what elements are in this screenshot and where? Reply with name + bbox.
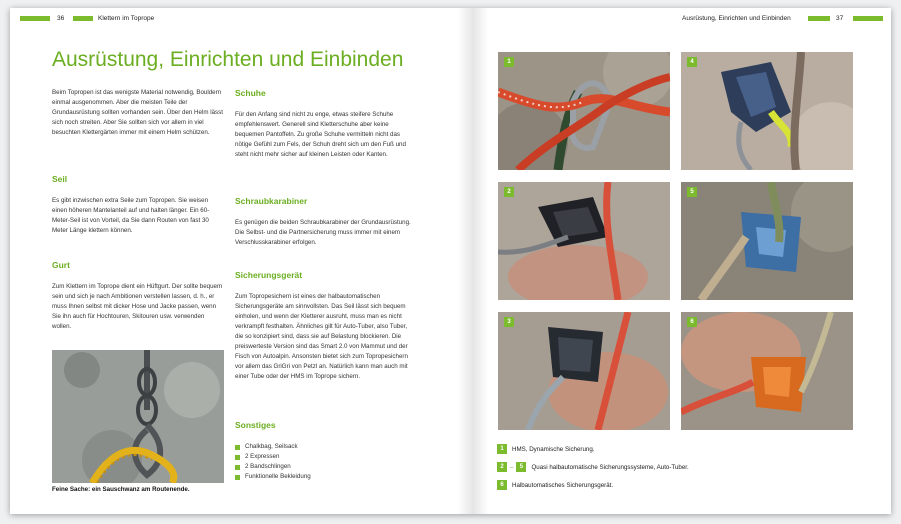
photo-caption: Feine Sache: ein Sauschwanz am Routenende. — [52, 486, 190, 493]
header-bar-left-2 — [73, 16, 93, 21]
heading-sicherungsgeraet: Sicherungsgerät — [235, 270, 303, 280]
bullet-icon — [235, 445, 240, 450]
list-item: 2 Bandschlingen — [235, 462, 311, 472]
header-bar-right-2 — [853, 16, 883, 21]
page-number-left: 36 — [57, 15, 65, 22]
bullet-icon — [235, 465, 240, 470]
header-bar-right — [808, 16, 830, 21]
text-seil: Es gibt inzwischen extra Seile zum Topropen. Sie weisen einen höheren Mantelanteil auf und halten länger. Ein 60-Meter-Seil ist von Vorteil, da Sie dann Routen von fast 30 Meter Länge klettern können. — [52, 197, 210, 234]
page-gutter — [458, 8, 488, 514]
grigri-orange-photo — [681, 312, 853, 430]
auto-tuber-photo — [681, 52, 853, 170]
text-schuhe: Für den Anfang sind nicht zu enge, etwas steifere Schuhe empfehlenswert. Generell sind Kletterschuhe aber keine bequemen Pantoffeln. Zu große Schuhe vermitteln nicht das nötige Gefühl zum Fels, der Schuh dreht sich um den Fuß und steht nicht mehr sicher auf kleinen Leisten oder Kanten. — [235, 111, 406, 158]
page-number-right: 37 — [836, 15, 844, 22]
auto-tuber-blue-photo — [681, 182, 853, 300]
legend-badge: 5 — [516, 462, 526, 472]
text-gurt: Zum Klettern im Toprope dient ein Hüftgurt. Der sollte bequem sein und sich je nach Ambitionen verstellen lassen, d. h., er muss Ihnen selbst mit dicker Hose und Jacke passen, wenn Sie ihn auch für Hochtouren, Skitouren usw. verwenden wollen. — [52, 283, 223, 330]
intro-text: Beim Topropen ist das wenigste Material notwendig, Bouldern einmal ausgenommen. Aber die meisten Teile der Grundausrüstung sollten vorhanden sein. Über den Helm lässt sich noch streiten. Aber Sie sollten sich vor allem in viel besuchten Klettergärten immer mit einem Helm schützen. — [52, 89, 223, 136]
photo-number: 5 — [687, 187, 697, 197]
photo-number: 6 — [687, 317, 697, 327]
page-title: Ausrüstung, Einrichten und Einbinden — [52, 48, 404, 71]
sauschwanz-photo — [52, 350, 224, 483]
heading-sonstiges: Sonstiges — [235, 420, 276, 430]
hms-carabiner-photo — [498, 52, 670, 170]
photo-number: 4 — [687, 57, 697, 67]
chapter-left: Klettern im Toprope — [98, 15, 155, 22]
photo-number: 3 — [504, 317, 514, 327]
legend-badge: 6 — [497, 480, 507, 490]
photo-number: 2 — [504, 187, 514, 197]
heading-schuhe: Schuhe — [235, 88, 266, 98]
legend-badge: 2 — [497, 462, 507, 472]
legend-row-3 — [497, 480, 613, 490]
semi-auto-device-photo — [498, 182, 670, 300]
photo-number: 1 — [504, 57, 514, 67]
legend-text: HMS, Dynamische Sicherung. — [512, 445, 595, 453]
heading-seil: Seil — [52, 174, 68, 184]
legend-range-separator: – — [510, 463, 514, 471]
heading-gurt: Gurt — [52, 260, 70, 270]
legend-text: Quasi halbautomatische Sicherungssysteme, Auto-Tuber. — [531, 463, 689, 471]
header-bar-left — [20, 16, 50, 21]
legend-row-1 — [497, 444, 595, 454]
legend-row-2 — [497, 462, 689, 472]
list-item: Funktionelle Bekleidung — [235, 472, 311, 482]
list-item: Chalkbag, Seilsack — [235, 442, 311, 452]
grigri-photo — [498, 312, 670, 430]
text-schraubkarabiner: Es genügen die beiden Schraubkarabiner der Grundausrüstung. Die Selbst- und die Partnersicherung muss immer mit einem Verschlusskarabiner erfolgen. — [235, 219, 411, 246]
text-sicherungsgeraet: Zum Topropesichern ist eines der halbautomatischen Sicherungsgeräte am sinnvollsten. Das Seil lässt sich bequem einholen, und wenn der Kletterer ausruht, muss man es nicht verkrampft festhalten. Ähnliches gilt für Auto-Tuber, also Tuber, die so konzipiert sind, dass sie auf Belastung blockieren. Die preiswerteste Version sind das Smart 2.0 von Mammut und der Fisch von Autoalpin. Ansonsten bietet sich zum Topropesichern vor allem das GriGri von Petzl an. Natürlich kann man auch mit einer Tube oder der HMS im Toprope sichern. — [235, 293, 408, 380]
chapter-right: Ausrüstung, Einrichten und Einbinden — [682, 15, 791, 22]
book-spread — [10, 8, 891, 514]
bullet-icon — [235, 475, 240, 480]
list-item: 2 Expressen — [235, 452, 311, 462]
legend-badge: 1 — [497, 444, 507, 454]
heading-schraubkarabiner: Schraubkarabiner — [235, 196, 308, 206]
bullet-icon — [235, 455, 240, 460]
legend-text: Halbautomatisches Sicherungsgerät. — [512, 481, 614, 489]
sonstiges-list — [235, 442, 311, 482]
